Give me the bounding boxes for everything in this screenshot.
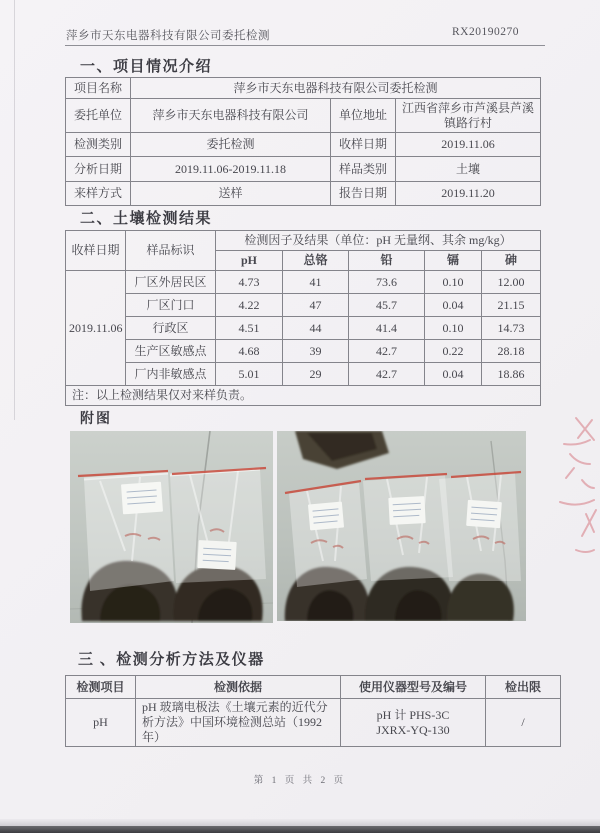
instrument-line-2: JXRX-YQ-130 bbox=[376, 722, 450, 737]
cell-pb: 73.6 bbox=[349, 271, 425, 294]
table-row bbox=[66, 340, 541, 363]
table-row bbox=[66, 78, 541, 99]
cell-value: 2019.11.06 bbox=[396, 133, 541, 157]
cell-sample-name: 厂区门口 bbox=[126, 294, 216, 317]
scan-edge-bottom-dark bbox=[0, 826, 600, 833]
cell-pb: 41.4 bbox=[349, 317, 425, 340]
method-table bbox=[65, 675, 561, 747]
instrument-line-1: pH 计 PHS-3C bbox=[376, 707, 450, 722]
cell-cr: 29 bbox=[283, 363, 349, 386]
table-row bbox=[66, 99, 541, 133]
cell-ph: 4.51 bbox=[216, 317, 283, 340]
cell-pb: 45.7 bbox=[349, 294, 425, 317]
cell-value: 萍乡市天东电器科技有限公司 bbox=[131, 99, 331, 133]
cell-cd: 0.10 bbox=[425, 271, 482, 294]
table-header-row bbox=[66, 231, 541, 251]
cell-test-item: pH bbox=[66, 699, 136, 747]
table-row bbox=[66, 699, 561, 747]
cell-ph: 4.68 bbox=[216, 340, 283, 363]
soil-results-table bbox=[65, 230, 541, 406]
cell-label: 项目名称 bbox=[66, 78, 131, 99]
report-number: RX20190270 bbox=[452, 26, 519, 38]
cell-label: 来样方式 bbox=[66, 182, 131, 206]
col-header-pb: 铅 bbox=[349, 251, 425, 271]
col-header-cd: 镉 bbox=[425, 251, 482, 271]
page-number: 第 1 页 共 2 页 bbox=[253, 776, 347, 786]
table-row bbox=[66, 157, 541, 182]
soil-sample-photo-left bbox=[70, 431, 273, 623]
cell-value: 2019.11.06-2019.11.18 bbox=[131, 157, 331, 182]
cell-cr: 47 bbox=[283, 294, 349, 317]
col-header-basis: 检测依据 bbox=[136, 676, 341, 699]
cell-label: 单位地址 bbox=[331, 99, 396, 133]
cell-test-basis: pH 玻璃电极法《土壤元素的近代分析方法》中国环境检测总站（1992 年） bbox=[136, 699, 341, 747]
col-header-item: 检测项目 bbox=[66, 676, 136, 699]
cell-value: 土壤 bbox=[396, 157, 541, 182]
col-header-factors-group: 检测因子及结果（单位：pH 无量纲、其余 mg/kg） bbox=[216, 231, 541, 251]
attachment-label: 附图 bbox=[80, 412, 112, 427]
cell-value: 江西省萍乡市芦溪县芦溪镇路行村 bbox=[396, 99, 541, 133]
section-2-title: 二、土壤检测结果 bbox=[80, 211, 213, 227]
table-header-row bbox=[66, 676, 561, 699]
soil-sample-photo-right bbox=[277, 431, 526, 621]
cell-cd: 0.10 bbox=[425, 317, 482, 340]
results-note: 注：以上检测结果仅对来样负责。 bbox=[66, 386, 541, 406]
cell-value: 2019.11.20 bbox=[396, 182, 541, 206]
col-header-instrument: 使用仪器型号及编号 bbox=[341, 676, 486, 699]
header-title: 萍乡市天东电器科技有限公司委托检测 bbox=[66, 30, 270, 42]
cell-value: 委托检测 bbox=[131, 133, 331, 157]
cell-value: 送样 bbox=[131, 182, 331, 206]
col-header-sample: 样品标识 bbox=[126, 231, 216, 271]
cell-sample-name: 行政区 bbox=[126, 317, 216, 340]
cell-sample-name: 厂区外居民区 bbox=[126, 271, 216, 294]
cell-label: 分析日期 bbox=[66, 157, 131, 182]
cell-cd: 0.04 bbox=[425, 363, 482, 386]
cell-sample-date: 2019.11.06 bbox=[66, 271, 126, 386]
cell-detection-limit: / bbox=[486, 699, 561, 747]
cell-as: 14.73 bbox=[482, 317, 541, 340]
scan-edge-bottom-light bbox=[0, 819, 600, 826]
cell-as: 28.18 bbox=[482, 340, 541, 363]
table-row bbox=[66, 294, 541, 317]
cell-label: 检测类别 bbox=[66, 133, 131, 157]
cell-as: 18.86 bbox=[482, 363, 541, 386]
table-row bbox=[66, 182, 541, 206]
table-row bbox=[66, 133, 541, 157]
cell-cd: 0.04 bbox=[425, 294, 482, 317]
project-info-table bbox=[65, 77, 541, 206]
cell-pb: 42.7 bbox=[349, 340, 425, 363]
cell-ph: 5.01 bbox=[216, 363, 283, 386]
section-1-title: 一、项目情况介绍 bbox=[80, 59, 213, 75]
cell-label: 报告日期 bbox=[331, 182, 396, 206]
col-header-limit: 检出限 bbox=[486, 676, 561, 699]
scan-edge-left bbox=[14, 0, 15, 420]
cell-instrument bbox=[341, 699, 486, 747]
red-stamp-marks bbox=[546, 410, 600, 600]
col-header-cr: 总铬 bbox=[283, 251, 349, 271]
cell-cr: 41 bbox=[283, 271, 349, 294]
table-row bbox=[66, 363, 541, 386]
col-header-date: 收样日期 bbox=[66, 231, 126, 271]
cell-cd: 0.22 bbox=[425, 340, 482, 363]
cell-value: 萍乡市天东电器科技有限公司委托检测 bbox=[131, 78, 541, 99]
col-header-ph: pH bbox=[216, 251, 283, 271]
cell-label: 样品类别 bbox=[331, 157, 396, 182]
cell-label: 收样日期 bbox=[331, 133, 396, 157]
table-note-row bbox=[66, 386, 541, 406]
cell-ph: 4.73 bbox=[216, 271, 283, 294]
cell-sample-name: 生产区敏感点 bbox=[126, 340, 216, 363]
cell-as: 12.00 bbox=[482, 271, 541, 294]
cell-ph: 4.22 bbox=[216, 294, 283, 317]
header-rule bbox=[65, 45, 545, 46]
section-3-title: 三 、检测分析方法及仪器 bbox=[78, 652, 265, 668]
cell-as: 21.15 bbox=[482, 294, 541, 317]
cell-pb: 42.7 bbox=[349, 363, 425, 386]
cell-cr: 44 bbox=[283, 317, 349, 340]
table-row bbox=[66, 317, 541, 340]
table-row bbox=[66, 271, 541, 294]
cell-label: 委托单位 bbox=[66, 99, 131, 133]
col-header-as: 砷 bbox=[482, 251, 541, 271]
cell-cr: 39 bbox=[283, 340, 349, 363]
cell-sample-name: 厂内非敏感点 bbox=[126, 363, 216, 386]
